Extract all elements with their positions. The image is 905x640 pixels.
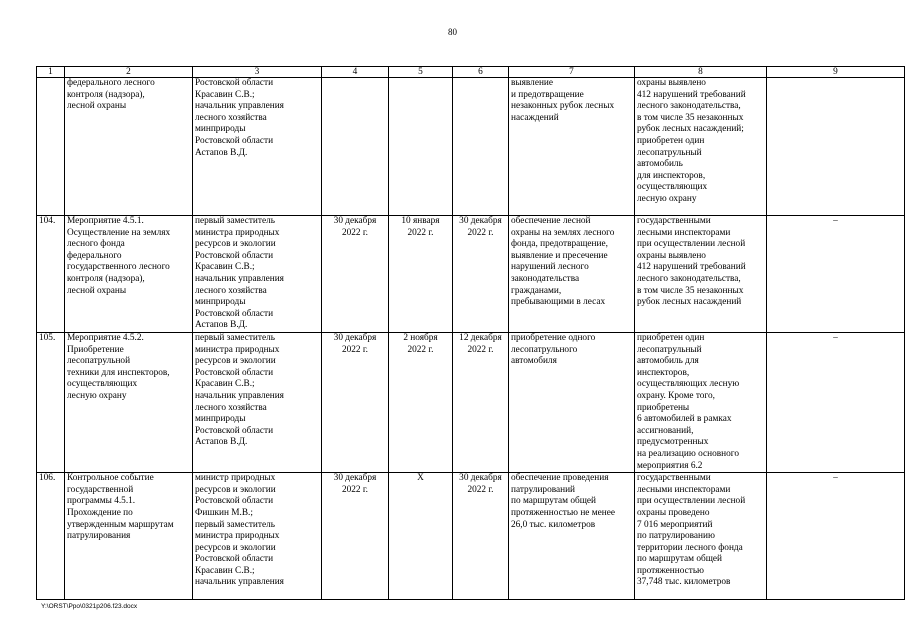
responsible-cell: Ростовской области Красавин С.В.; начальник управления лесного хозяйства минприроды Ростовской области Астапов В.Д. (193, 78, 322, 216)
planned-date-cell: 30 декабря 2022 г. (322, 216, 389, 333)
actual-result-cell: охраны выявлено 412 нарушений требований лесного законодательства, в том числе 35 незаконных рубок лесных насаждений; приобретен один лесопатрульный автомобиль для инспекторов, осуществляющих лесную охрану (635, 78, 767, 216)
header-cell: 4 (322, 67, 389, 78)
actual-end-cell: 30 декабря 2022 г. (453, 473, 509, 600)
responsible-cell: первый заместитель министра природных ресурсов и экологии Ростовской области Красавин С.В.; начальник управления лесного хозяйства минприроды Ростовской области Астапов В.Д. (193, 216, 322, 333)
table-row-104 (37, 216, 905, 333)
report-table (36, 66, 905, 600)
actual-result-cell: приобретен один лесопатрульный автомобиль для инспекторов, осуществляющих лесную охрану. Кроме того, приобретены 6 автомобилей в рамках ассигнований, предусмотренных на реализацию основного мероприятия 6.2 (635, 333, 767, 473)
header-cell: 2 (65, 67, 193, 78)
page-number: 80 (448, 27, 457, 37)
row-number-cell: 105. (37, 333, 65, 473)
responsible-cell: министр природных ресурсов и экологии Ростовской области Фишкин М.В.; первый заместитель министра природных ресурсов и экологии Ростовской области Красавин С.В.; начальник управления (193, 473, 322, 600)
actual-start-cell: Х (389, 473, 453, 600)
planned-result-cell: приобретение одного лесопатрульного автомобиля (509, 333, 635, 473)
table-row-continuation (37, 78, 905, 216)
table-row-106 (37, 473, 905, 600)
event-name-cell: федерального лесного контроля (надзора), лесной охраны (65, 78, 193, 216)
row-number-cell: 104. (37, 216, 65, 333)
event-name-cell: Контрольное событие государственной программы 4.5.1. Прохождение по утвержденным маршрутам патрулирования (65, 473, 193, 600)
header-cell: 3 (193, 67, 322, 78)
header-cell: 9 (767, 67, 905, 78)
planned-result-cell: обеспечение проведения патрулирований по маршрутам общей протяженностью не менее 26,0 тыс. километров (509, 473, 635, 600)
actual-result-cell: государственными лесными инспекторами при осуществлении лесной охраны проведено 7 016 мероприятий по патрулированию территории лесного фонда по маршрутам общей протяженностью 37,748 тыс. километров (635, 473, 767, 600)
notes-cell (767, 78, 905, 216)
notes-cell: – (767, 216, 905, 333)
planned-date-cell (322, 78, 389, 216)
row-number-cell (37, 78, 65, 216)
planned-date-cell: 30 декабря 2022 г. (322, 333, 389, 473)
file-path-footer: Y:\ORST\Ppo\0321p206.f23.docx (41, 603, 138, 610)
actual-start-cell (389, 78, 453, 216)
actual-end-cell: 30 декабря 2022 г. (453, 216, 509, 333)
actual-end-cell: 12 декабря 2022 г. (453, 333, 509, 473)
actual-end-cell (453, 78, 509, 216)
header-cell: 5 (389, 67, 453, 78)
header-cell: 1 (37, 67, 65, 78)
header-cell: 8 (635, 67, 767, 78)
actual-result-cell: государственными лесными инспекторами при осуществлении лесной охраны выявлено 412 нарушений требований лесного законодательства, в том числе 35 незаконных рубок лесных насаждений (635, 216, 767, 333)
table-row-105 (37, 333, 905, 473)
planned-result-cell: выявление и предотвращение незаконных рубок лесных насаждений (509, 78, 635, 216)
planned-date-cell: 30 декабря 2022 г. (322, 473, 389, 600)
header-cell: 7 (509, 67, 635, 78)
actual-start-cell: 10 января 2022 г. (389, 216, 453, 333)
row-number-cell: 106. (37, 473, 65, 600)
header-cell: 6 (453, 67, 509, 78)
event-name-cell: Мероприятие 4.5.1. Осуществление на землях лесного фонда федерального государственного лесного контроля (надзора), лесной охраны (65, 216, 193, 333)
responsible-cell: первый заместитель министра природных ресурсов и экологии Ростовской области Красавин С.В.; начальник управления лесного хозяйства минприроды Ростовской области Астапов В.Д. (193, 333, 322, 473)
planned-result-cell: обеспечение лесной охраны на землях лесного фонда, предотвращение, выявление и пресечение нарушений лесного законодательства гражданами, пребывающими в лесах (509, 216, 635, 333)
actual-start-cell: 2 ноября 2022 г. (389, 333, 453, 473)
notes-cell: – (767, 333, 905, 473)
event-name-cell: Мероприятие 4.5.2. Приобретение лесопатрульной техники для инспекторов, осуществляющих лесную охрану (65, 333, 193, 473)
column-number-header-row (37, 67, 905, 78)
notes-cell: – (767, 473, 905, 600)
